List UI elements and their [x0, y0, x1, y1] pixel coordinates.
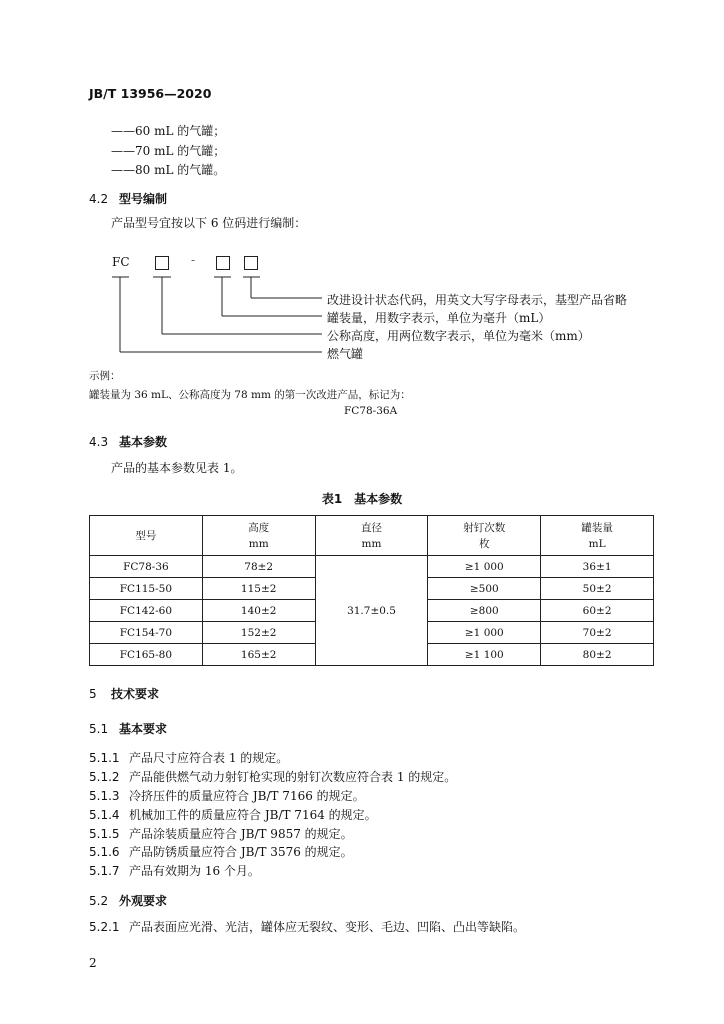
- table-header-cell: 射钉次数 枚: [428, 516, 541, 556]
- code-label-volume: 罐装量，用数字表示，单位为毫升（mL）: [327, 311, 551, 325]
- cell-volume: 60±2: [541, 600, 654, 622]
- list-item: ——80 mL 的气罐。: [111, 163, 226, 177]
- requirement-item: 5.1.7 产品有效期为 16 个月。: [89, 864, 260, 878]
- code-label-height: 公称高度，用两位数字表示，单位为毫米（mm）: [327, 329, 590, 343]
- cell-shots: ≥1 000: [428, 622, 541, 644]
- document-header: JB/T 13956—2020: [89, 86, 212, 101]
- cell-height: 115±2: [202, 578, 315, 600]
- section-heading-5-2: 5.2 外观要求: [89, 894, 168, 908]
- cell-model: FC154-70: [90, 622, 203, 644]
- requirement-item: 5.1.5 产品涂装质量应符合 JB/T 9857 的规定。: [89, 827, 353, 841]
- cell-model: FC115-50: [90, 578, 203, 600]
- table-header-cell: 罐装量 mL: [541, 516, 654, 556]
- list-item: ——60 mL 的气罐；: [111, 124, 226, 138]
- section-heading-5-1: 5.1 基本要求: [89, 722, 168, 736]
- example-mark: FC78-36A: [344, 405, 398, 417]
- cell-shots: ≥800: [428, 600, 541, 622]
- cell-volume: 70±2: [541, 622, 654, 644]
- section-heading-5: 5 技术要求: [89, 687, 160, 701]
- requirement-item: 5.1.1 产品尺寸应符合表 1 的规定。: [89, 751, 289, 765]
- requirement-item: 5.1.6 产品防锈质量应符合 JB/T 3576 的规定。: [89, 845, 353, 859]
- section-4-3-intro: 产品的基本参数见表 1。: [111, 461, 243, 475]
- cell-shots: ≥1 000: [428, 556, 541, 578]
- cell-height: 165±2: [202, 644, 315, 666]
- cell-model: FC142-60: [90, 600, 203, 622]
- section-heading-4-2: 4.2 型号编制: [89, 192, 168, 206]
- example-text: 罐装量为 36 mL、公称高度为 78 mm 的第一次改进产品，标记为：: [89, 389, 411, 401]
- list-item: ——70 mL 的气罐；: [111, 144, 226, 158]
- cell-model: FC78-36: [90, 556, 203, 578]
- requirement-item: 5.1.3 冷挤压件的质量应符合 JB/T 7166 的规定。: [89, 789, 365, 803]
- cell-height: 152±2: [202, 622, 315, 644]
- requirement-item: 5.1.4 机械加工件的质量应符合 JB/T 7164 的规定。: [89, 808, 377, 822]
- cell-volume: 80±2: [541, 644, 654, 666]
- page-number: 2: [89, 956, 97, 970]
- code-label-revision: 改进设计状态代码，用英文大写字母表示，基型产品省略: [327, 293, 628, 307]
- model-prefix: FC: [112, 255, 130, 269]
- table-caption: 表1 基本参数: [321, 492, 403, 506]
- cell-shots: ≥500: [428, 578, 541, 600]
- parameters-table: [89, 515, 654, 666]
- cell-volume: 50±2: [541, 578, 654, 600]
- table-header-cell: 直径 mm: [315, 516, 428, 556]
- appearance-requirement: 5.2.1 产品表面应光滑、光洁，罐体应无裂纹、变形、毛边、凹陷、凸出等缺陷。: [89, 920, 526, 934]
- cell-height: 140±2: [202, 600, 315, 622]
- table-row: [90, 556, 654, 578]
- cell-shots: ≥1 100: [428, 644, 541, 666]
- cell-diameter: 31.7±0.5: [315, 556, 428, 666]
- example-title: 示例：: [89, 370, 121, 382]
- section-4-2-intro: 产品型号宜按以下 6 位码进行编制：: [111, 216, 307, 230]
- requirement-item: 5.1.2 产品能供燃气动力射钉枪实现的射钉次数应符合表 1 的规定。: [89, 770, 457, 784]
- cell-model: FC165-80: [90, 644, 203, 666]
- code-dash: -: [191, 253, 196, 267]
- table-header-cell: 高度 mm: [202, 516, 315, 556]
- section-heading-4-3: 4.3 基本参数: [89, 435, 168, 449]
- table-header-cell: 型号: [90, 516, 203, 556]
- cell-volume: 36±1: [541, 556, 654, 578]
- code-label-canister: 燃气罐: [327, 347, 364, 361]
- cell-height: 78±2: [202, 556, 315, 578]
- table-header-row: [90, 516, 654, 556]
